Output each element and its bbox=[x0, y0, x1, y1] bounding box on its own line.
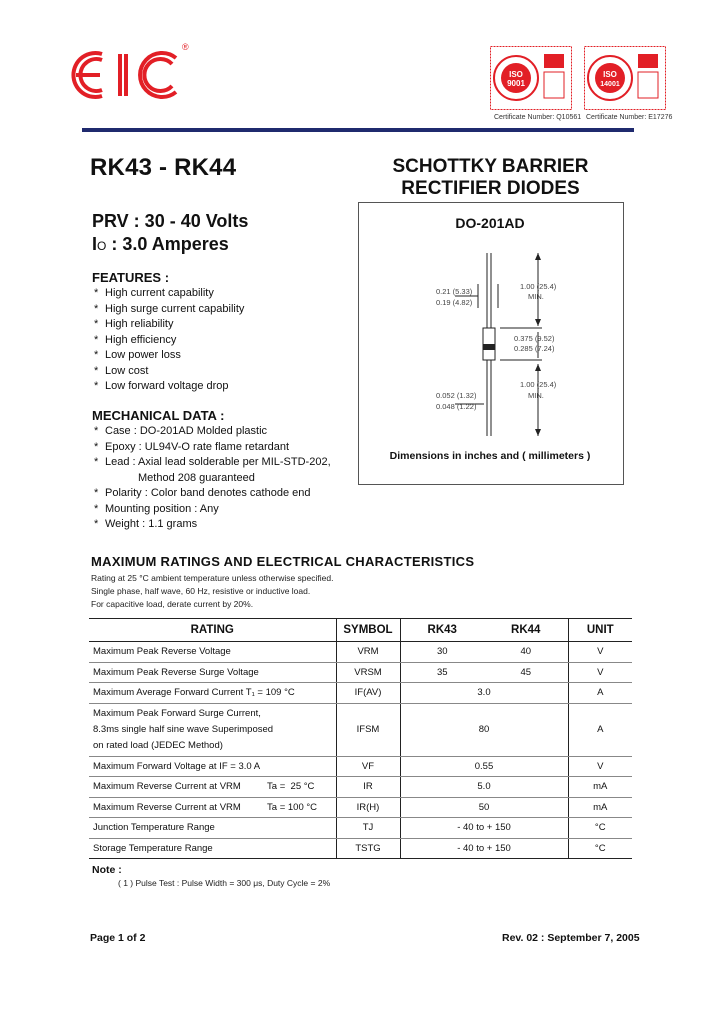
io-prefix: I bbox=[92, 234, 98, 254]
table-row: Maximum Peak Reverse Voltage VRM 30 40 V bbox=[89, 642, 632, 663]
list-item: * Polarity : Color band denotes cathode end bbox=[94, 487, 311, 499]
list-item: * High reliability bbox=[94, 318, 174, 330]
col-rk44: RK44 bbox=[484, 619, 568, 642]
io-value: : 3.0 Amperes bbox=[106, 234, 229, 254]
dim-lead-len-bot: 1.00 (25.4) bbox=[520, 380, 557, 389]
note-text: ( 1 ) Pulse Test : Pulse Width = 300 μs, Duty Cycle = 2% bbox=[118, 878, 331, 888]
io-subscript: O bbox=[97, 239, 107, 253]
eic-logo bbox=[62, 42, 190, 104]
list-item: * Mounting position : Any bbox=[94, 502, 219, 515]
header-rule bbox=[82, 128, 634, 132]
package-title: DO-201AD bbox=[455, 215, 525, 231]
page-number: Page 1 of 2 bbox=[90, 932, 146, 944]
ratings-heading: MAXIMUM RATINGS AND ELECTRICAL CHARACTERISTICS bbox=[91, 554, 475, 569]
col-unit: UNIT bbox=[568, 619, 632, 642]
ratings-note-1: Rating at 25 °C ambient temperature unless otherwise specified. bbox=[91, 573, 334, 583]
table-row: Maximum Peak Reverse Surge Voltage VRSM 35 45 V bbox=[89, 662, 632, 683]
list-item: * High efficiency bbox=[94, 333, 177, 346]
registered-mark: ® bbox=[182, 42, 189, 52]
dim-body-len-min: 0.285 (7.24) bbox=[514, 344, 555, 353]
list-item: * High surge current capability bbox=[94, 302, 245, 315]
list-item: * Weight : 1.1 grams bbox=[94, 518, 198, 530]
list-item: Method 208 guaranteed bbox=[138, 471, 255, 484]
dim-body-dia-min: 0.19 (4.82) bbox=[436, 298, 473, 307]
prv-spec: PRV : 30 - 40 Volts bbox=[92, 211, 249, 231]
note-heading: Note : bbox=[92, 864, 122, 876]
iso-14001-seal bbox=[584, 46, 666, 110]
table-row: Maximum Reverse Current at VRM Ta = 100 °C IR(H) 50 mA bbox=[89, 797, 632, 818]
part-title: RK43 - RK44 bbox=[90, 154, 237, 181]
features-list bbox=[92, 286, 244, 395]
mechanical-list bbox=[92, 424, 331, 533]
product-title-line2: RECTIFIER DIODES bbox=[401, 178, 580, 199]
product-title-line1: SCHOTTKY BARRIER bbox=[392, 156, 589, 177]
features-heading: FEATURES : bbox=[92, 270, 170, 285]
table-row: Junction Temperature Range TJ - 40 to + 150 °C bbox=[89, 818, 632, 839]
list-item: * Lead : Axial lead solderable per MIL-STD-202, bbox=[94, 456, 331, 468]
table-row: Maximum Peak Forward Surge Current, 8.3ms single half sine wave Superimposed on rated load (JEDEC Method) IFSM 80 A bbox=[89, 703, 632, 756]
revision: Rev. 02 : September 7, 2005 bbox=[502, 932, 640, 944]
cathode-band bbox=[483, 344, 495, 350]
col-symbol: SYMBOL bbox=[336, 619, 400, 642]
dim-lead-dia-min: 0.048 (1.22) bbox=[436, 402, 477, 411]
iso-9001-seal bbox=[490, 46, 572, 110]
table-row: Maximum Reverse Current at VRM Ta = 25 °C IR 5.0 mA bbox=[89, 777, 632, 798]
dim-body-len-max: 0.375 (9.52) bbox=[514, 334, 555, 343]
table-header-row bbox=[89, 619, 632, 642]
table-row: Storage Temperature Range TSTG - 40 to + 150 °C bbox=[89, 838, 632, 859]
list-item: * Epoxy : UL94V-O rate flame retardant bbox=[94, 440, 290, 453]
list-item: * Low cost bbox=[94, 364, 149, 377]
list-item: * Low power loss bbox=[94, 349, 181, 361]
ratings-table bbox=[89, 618, 632, 859]
dim-lead-dia-max: 0.052 (1.32) bbox=[436, 391, 477, 400]
svg-text:14001: 14001 bbox=[600, 81, 620, 88]
col-rating: RATING bbox=[89, 619, 336, 642]
svg-text:ISO: ISO bbox=[509, 70, 523, 79]
dim-body-dia-max: 0.21 (5.33) bbox=[436, 287, 473, 296]
col-rk43: RK43 bbox=[400, 619, 484, 642]
table-row: Maximum Average Forward Current T₁ = 109 °C IF(AV) 3.0 A bbox=[89, 683, 632, 704]
io-spec bbox=[92, 234, 229, 255]
table-row: Maximum Forward Voltage at IF = 3.0 A VF 0.55 V bbox=[89, 756, 632, 777]
package-caption: Dimensions in inches and ( millimeters ) bbox=[389, 450, 591, 462]
dim-lead-len-bot-min: MIN. bbox=[528, 391, 544, 400]
svg-text:9001: 9001 bbox=[507, 79, 525, 88]
mechanical-heading: MECHANICAL DATA : bbox=[92, 408, 225, 423]
list-item: * Low forward voltage drop bbox=[94, 380, 229, 392]
dim-lead-len-top-min: MIN. bbox=[528, 292, 544, 301]
dim-lead-len-top: 1.00 (25.4) bbox=[520, 282, 557, 291]
svg-text:ISO: ISO bbox=[603, 70, 617, 79]
product-title bbox=[378, 156, 603, 200]
cert-caption-9001: Certificate Number: Q10561 bbox=[494, 114, 582, 121]
list-item: * Case : DO-201AD Molded plastic bbox=[94, 425, 268, 437]
ratings-note-3: For capacitive load, derate current by 20%. bbox=[91, 599, 254, 609]
ratings-note-2: Single phase, half wave, 60 Hz, resistive or inductive load. bbox=[91, 586, 311, 596]
list-item: * High current capability bbox=[94, 287, 214, 299]
cert-caption-14001: Certificate Number: E17276 bbox=[586, 114, 673, 121]
